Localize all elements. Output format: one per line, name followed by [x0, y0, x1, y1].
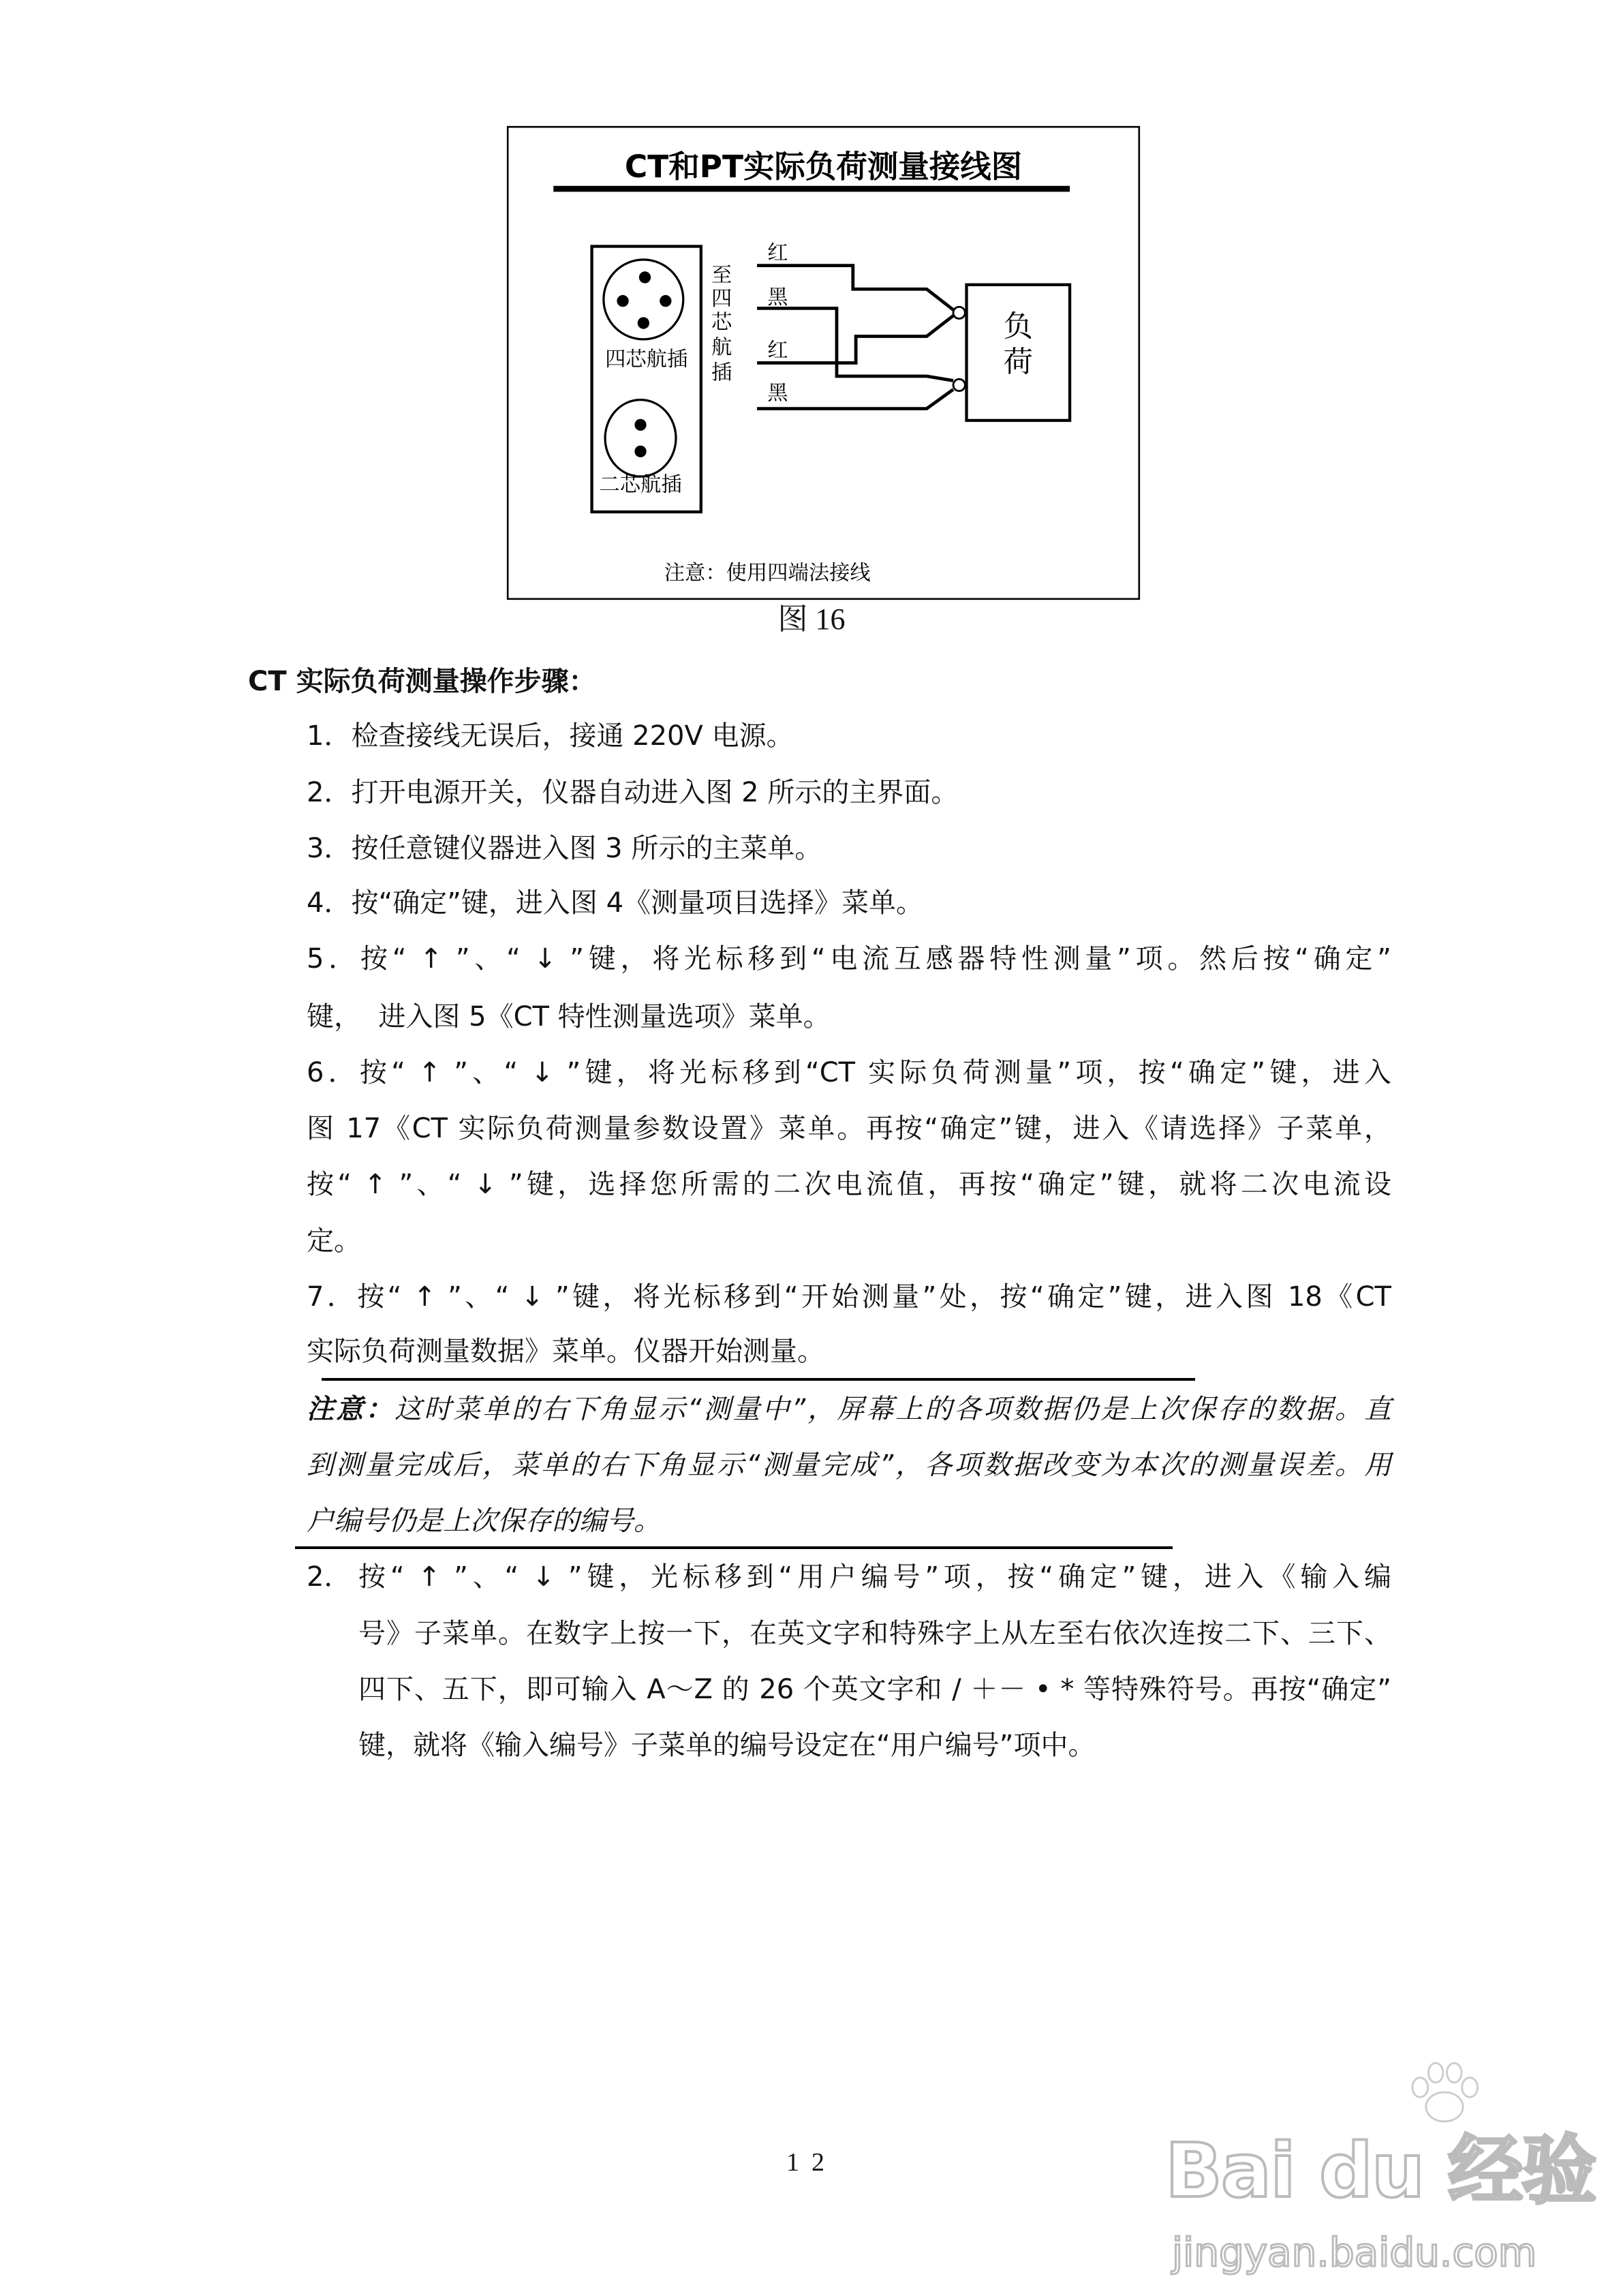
wire-label-red: 红 [767, 241, 788, 265]
item-line: 四下、五下，即可输入 A～Z 的 26 个英文字和 / ＋－ • * 等特殊符号。再按“确定” [358, 1674, 1391, 1705]
item-line: 按“ ↑ ”、“ ↓ ”键，光标移到“用户编号”项，按“确定”键，进入《输入编 [358, 1561, 1391, 1593]
to-plug-char: 四 [711, 287, 732, 311]
note-label: 注意： [307, 1394, 395, 1425]
diagram-title: CT和PT实际负荷测量接线图 [624, 148, 1023, 185]
note-line [307, 1392, 1391, 1427]
step-line: 1．检查接线无误后，接通 220V 电源。 [307, 720, 794, 752]
item-number: 2． [307, 1561, 352, 1593]
item-line: 号》子菜单。在数字上按一下，在英文字和特殊字上从左至右依次连按二下、三下、 [358, 1618, 1391, 1649]
step-line: 6．按“ ↑ ”、“ ↓ ”键，将光标移到“CT 实际负荷测量”项，按“确定”键，进入 [307, 1057, 1391, 1088]
to-plug-char: 至 [711, 263, 732, 288]
to-plug-char: 插 [711, 361, 732, 385]
baidu-jingyan-watermark [1158, 2058, 1596, 2290]
step-line: 键， 进入图 5《CT 特性测量选项》菜单。 [307, 1001, 831, 1032]
note-top-rule [322, 1378, 1195, 1381]
section-heading: CT 实际负荷测量操作步骤： [248, 666, 596, 697]
step-line: 7．按“ ↑ ”、“ ↓ ”键，将光标移到“开始测量”处，按“确定”键，进入图 18《CT [307, 1281, 1391, 1313]
to-plug-char: 航 [711, 335, 732, 360]
step-line: 图 17《CT 实际负荷测量参数设置》菜单。再按“确定”键，进入《请选择》子菜单， [307, 1113, 1391, 1144]
page-number: 12 [786, 2148, 837, 2177]
item-line: 键，就将《输入编号》子菜单的编号设定在“用户编号”项中。 [358, 1730, 1096, 1761]
two-pin-label: 二芯航插 [599, 472, 682, 497]
note-bottom-rule [295, 1546, 1173, 1549]
step-line: 2．打开电源开关，仪器自动进入图 2 所示的主界面。 [307, 777, 959, 808]
step-line: 实际负荷测量数据》菜单。仪器开始测量。 [307, 1336, 824, 1367]
load-label: 负 [1003, 309, 1033, 344]
load-label: 荷 [1003, 345, 1033, 380]
note-line: 到测量完成后，菜单的右下角显示“测量完成”，各项数据改变为本次的测量误差。用 [307, 1450, 1391, 1481]
to-plug-char: 芯 [711, 310, 732, 335]
title-underline [553, 186, 1070, 192]
wire-label-black: 黑 [767, 285, 788, 309]
watermark-url: jingyan.baidu.com [1172, 2229, 1537, 2276]
step-line: 4．按“确定”键，进入图 4《测量项目选择》菜单。 [307, 887, 924, 919]
step-line: 3．按任意键仪器进入图 3 所示的主菜单。 [307, 833, 822, 864]
step-line: 按“ ↑ ”、“ ↓ ”键，选择您所需的二次电流值，再按“确定”键，就将二次电流设 [307, 1169, 1391, 1200]
wire-label-red: 红 [767, 338, 788, 363]
wire-label-black: 黑 [767, 381, 788, 405]
note-text: 这时菜单的右下角显示“测量中”，屏幕上的各项数据仍是上次保存的数据。直 [394, 1394, 1391, 1425]
diagram-note: 注意：使用四端法接线 [664, 561, 871, 585]
step-line: 定。 [307, 1225, 361, 1257]
figure-caption: 图 16 [777, 602, 846, 636]
watermark-brand: Bai du 经验 [1165, 2127, 1596, 2214]
paw-icon [1383, 2058, 1506, 2126]
four-pin-label: 四芯航插 [605, 347, 688, 371]
step-line: 5．按“ ↑ ”、“ ↓ ”键，将光标移到“电流互感器特性测量”项。然后按“确定” [307, 943, 1391, 975]
wiring-diagram [506, 125, 1141, 600]
note-line: 户编号仍是上次保存的编号。 [307, 1505, 661, 1537]
